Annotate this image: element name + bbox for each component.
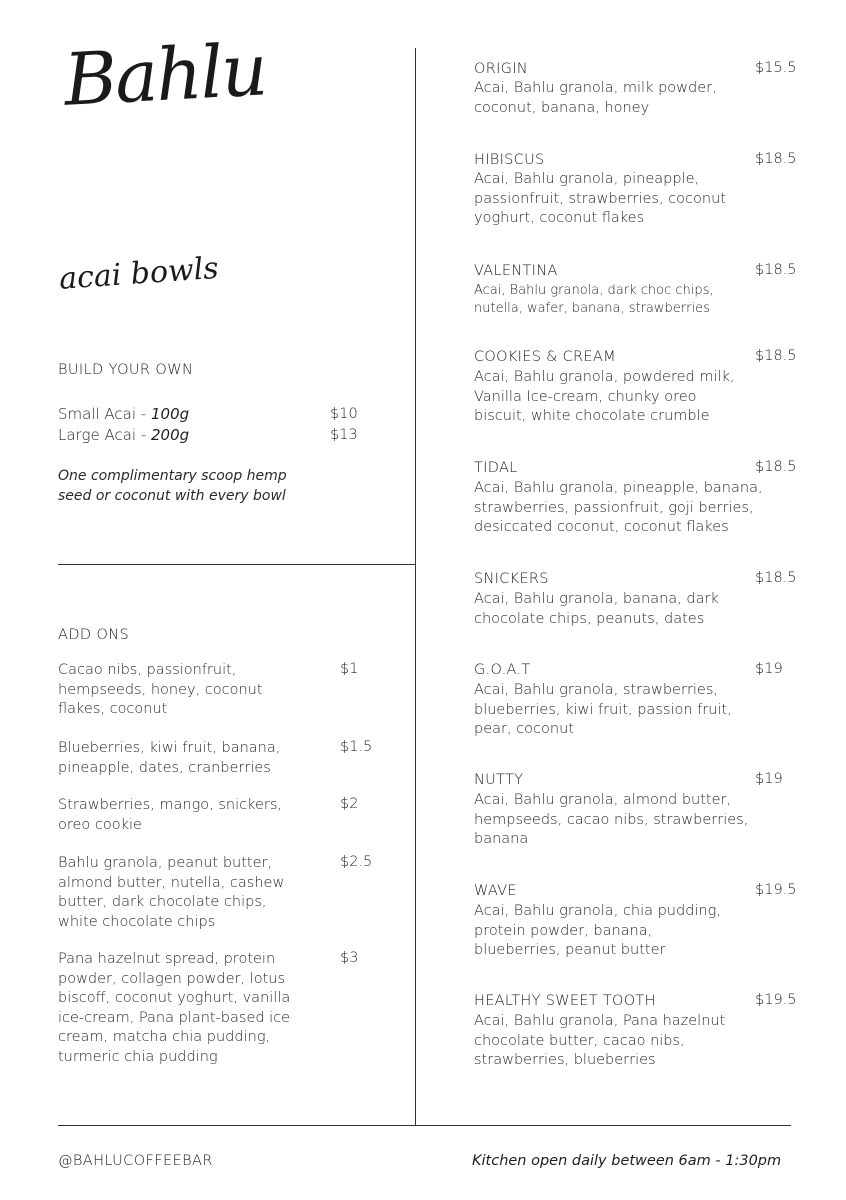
add-on-price: $2 — [340, 796, 359, 812]
bowl-name: TIDAL — [474, 460, 518, 476]
bowl-name: COOKIES & CREAM — [474, 349, 616, 365]
add-ons-heading: ADD ONS — [58, 627, 130, 643]
add-on-item: Strawberries, mango, snickers, oreo cookie — [58, 797, 283, 833]
size-option-large — [58, 425, 189, 446]
bowl-description: Acai, Bahlu granola, powdered milk, Vanilla Ice-cream, chunky oreo biscuit, white chocolate crumble — [474, 369, 735, 424]
bowl-name: HEALTHY SWEET TOOTH — [474, 993, 656, 1009]
bowl-description: Acai, Bahlu granola, strawberries, blueberries, kiwi fruit, passion fruit, pear, coconut — [474, 682, 732, 737]
bowl-description: Acai, Bahlu granola, Pana hazelnut chocolate butter, cacao nibs, strawberries, blueberries — [474, 1013, 726, 1068]
size-weight: 100g — [150, 405, 190, 423]
bowl-price: $15.5 — [755, 60, 797, 76]
size-price: $13 — [330, 427, 358, 443]
add-on-price: $1.5 — [340, 739, 373, 755]
build-your-own-heading: BUILD YOUR OWN — [58, 362, 194, 378]
size-weight: 200g — [151, 426, 190, 444]
bowl-description: Acai, Bahlu granola, milk powder, coconut, banana, honey — [474, 80, 717, 116]
bowl-price: $18.5 — [755, 262, 797, 278]
size-name: Small Acai - — [58, 405, 151, 423]
bowl-description: Acai, Bahlu granola, almond butter, hempseeds, cacao nibs, strawberries, banana — [474, 792, 749, 847]
menu-subtitle: acai bowls — [58, 250, 220, 297]
bowl-price: $18.5 — [755, 570, 797, 586]
bowl-price: $19 — [755, 661, 783, 677]
bowl-name: NUTTY — [474, 772, 524, 788]
bowl-price: $18.5 — [755, 459, 797, 475]
bowl-name: ORIGIN — [474, 61, 528, 77]
bowl-description: Acai, Bahlu granola, chia pudding, protein powder, banana, blueberries, peanut butter — [474, 903, 721, 958]
add-on-price: $3 — [340, 950, 359, 966]
bowl-name: WAVE — [474, 883, 517, 899]
bowl-name: VALENTINA — [474, 263, 558, 279]
bowl-description: Acai, Bahlu granola, dark choc chips, nutella, wafer, banana, strawberries — [474, 283, 714, 316]
size-option-small — [58, 404, 189, 425]
bowl-price: $19.5 — [755, 882, 797, 898]
bowl-name: SNICKERS — [474, 571, 549, 587]
complimentary-note: One complimentary scoop hemp seed or coconut with every bowl — [58, 468, 287, 504]
brand-logo: Bahlu — [62, 27, 268, 122]
bowl-price: $18.5 — [755, 151, 797, 167]
add-on-price: $1 — [340, 661, 359, 677]
bowl-name: G.O.A.T — [474, 662, 531, 678]
add-on-item: Pana hazelnut spread, protein powder, collagen powder, lotus biscoff, coconut yoghurt, vanilla ice-cream, Pana plant-based ice cream, matcha chia pudding, turmeric chia pudding — [58, 951, 291, 1065]
bowl-description: Acai, Bahlu granola, pineapple, banana, strawberries, passionfruit, goji berries, desiccated coconut, coconut flakes — [474, 480, 763, 535]
add-on-item: Cacao nibs, passionfruit, hempseeds, honey, coconut flakes, coconut — [58, 662, 263, 717]
section-divider — [58, 564, 415, 565]
bowl-description: Acai, Bahlu granola, banana, dark chocolate chips, peanuts, dates — [474, 591, 719, 627]
bowl-price: $18.5 — [755, 348, 797, 364]
footer-divider — [58, 1125, 791, 1126]
column-divider — [415, 48, 416, 1125]
add-on-item: Blueberries, kiwi fruit, banana, pineapple, dates, cranberries — [58, 740, 281, 776]
size-price: $10 — [330, 406, 358, 422]
social-handle: @BAHLUCOFFEEBAR — [58, 1153, 213, 1169]
size-name: Large Acai - — [58, 426, 152, 444]
kitchen-hours: Kitchen open daily between 6am - 1:30pm — [472, 1153, 782, 1169]
bowl-name: HIBISCUS — [474, 152, 545, 168]
add-on-price: $2.5 — [340, 854, 373, 870]
bowl-description: Acai, Bahlu granola, pineapple, passionfruit, strawberries, coconut yoghurt, coconut flakes — [474, 171, 726, 226]
bowl-price: $19 — [755, 771, 783, 787]
bowl-price: $19.5 — [755, 992, 797, 1008]
add-on-item: Bahlu granola, peanut butter, almond butter, nutella, cashew butter, dark chocolate chips, white chocolate chips — [58, 855, 285, 930]
